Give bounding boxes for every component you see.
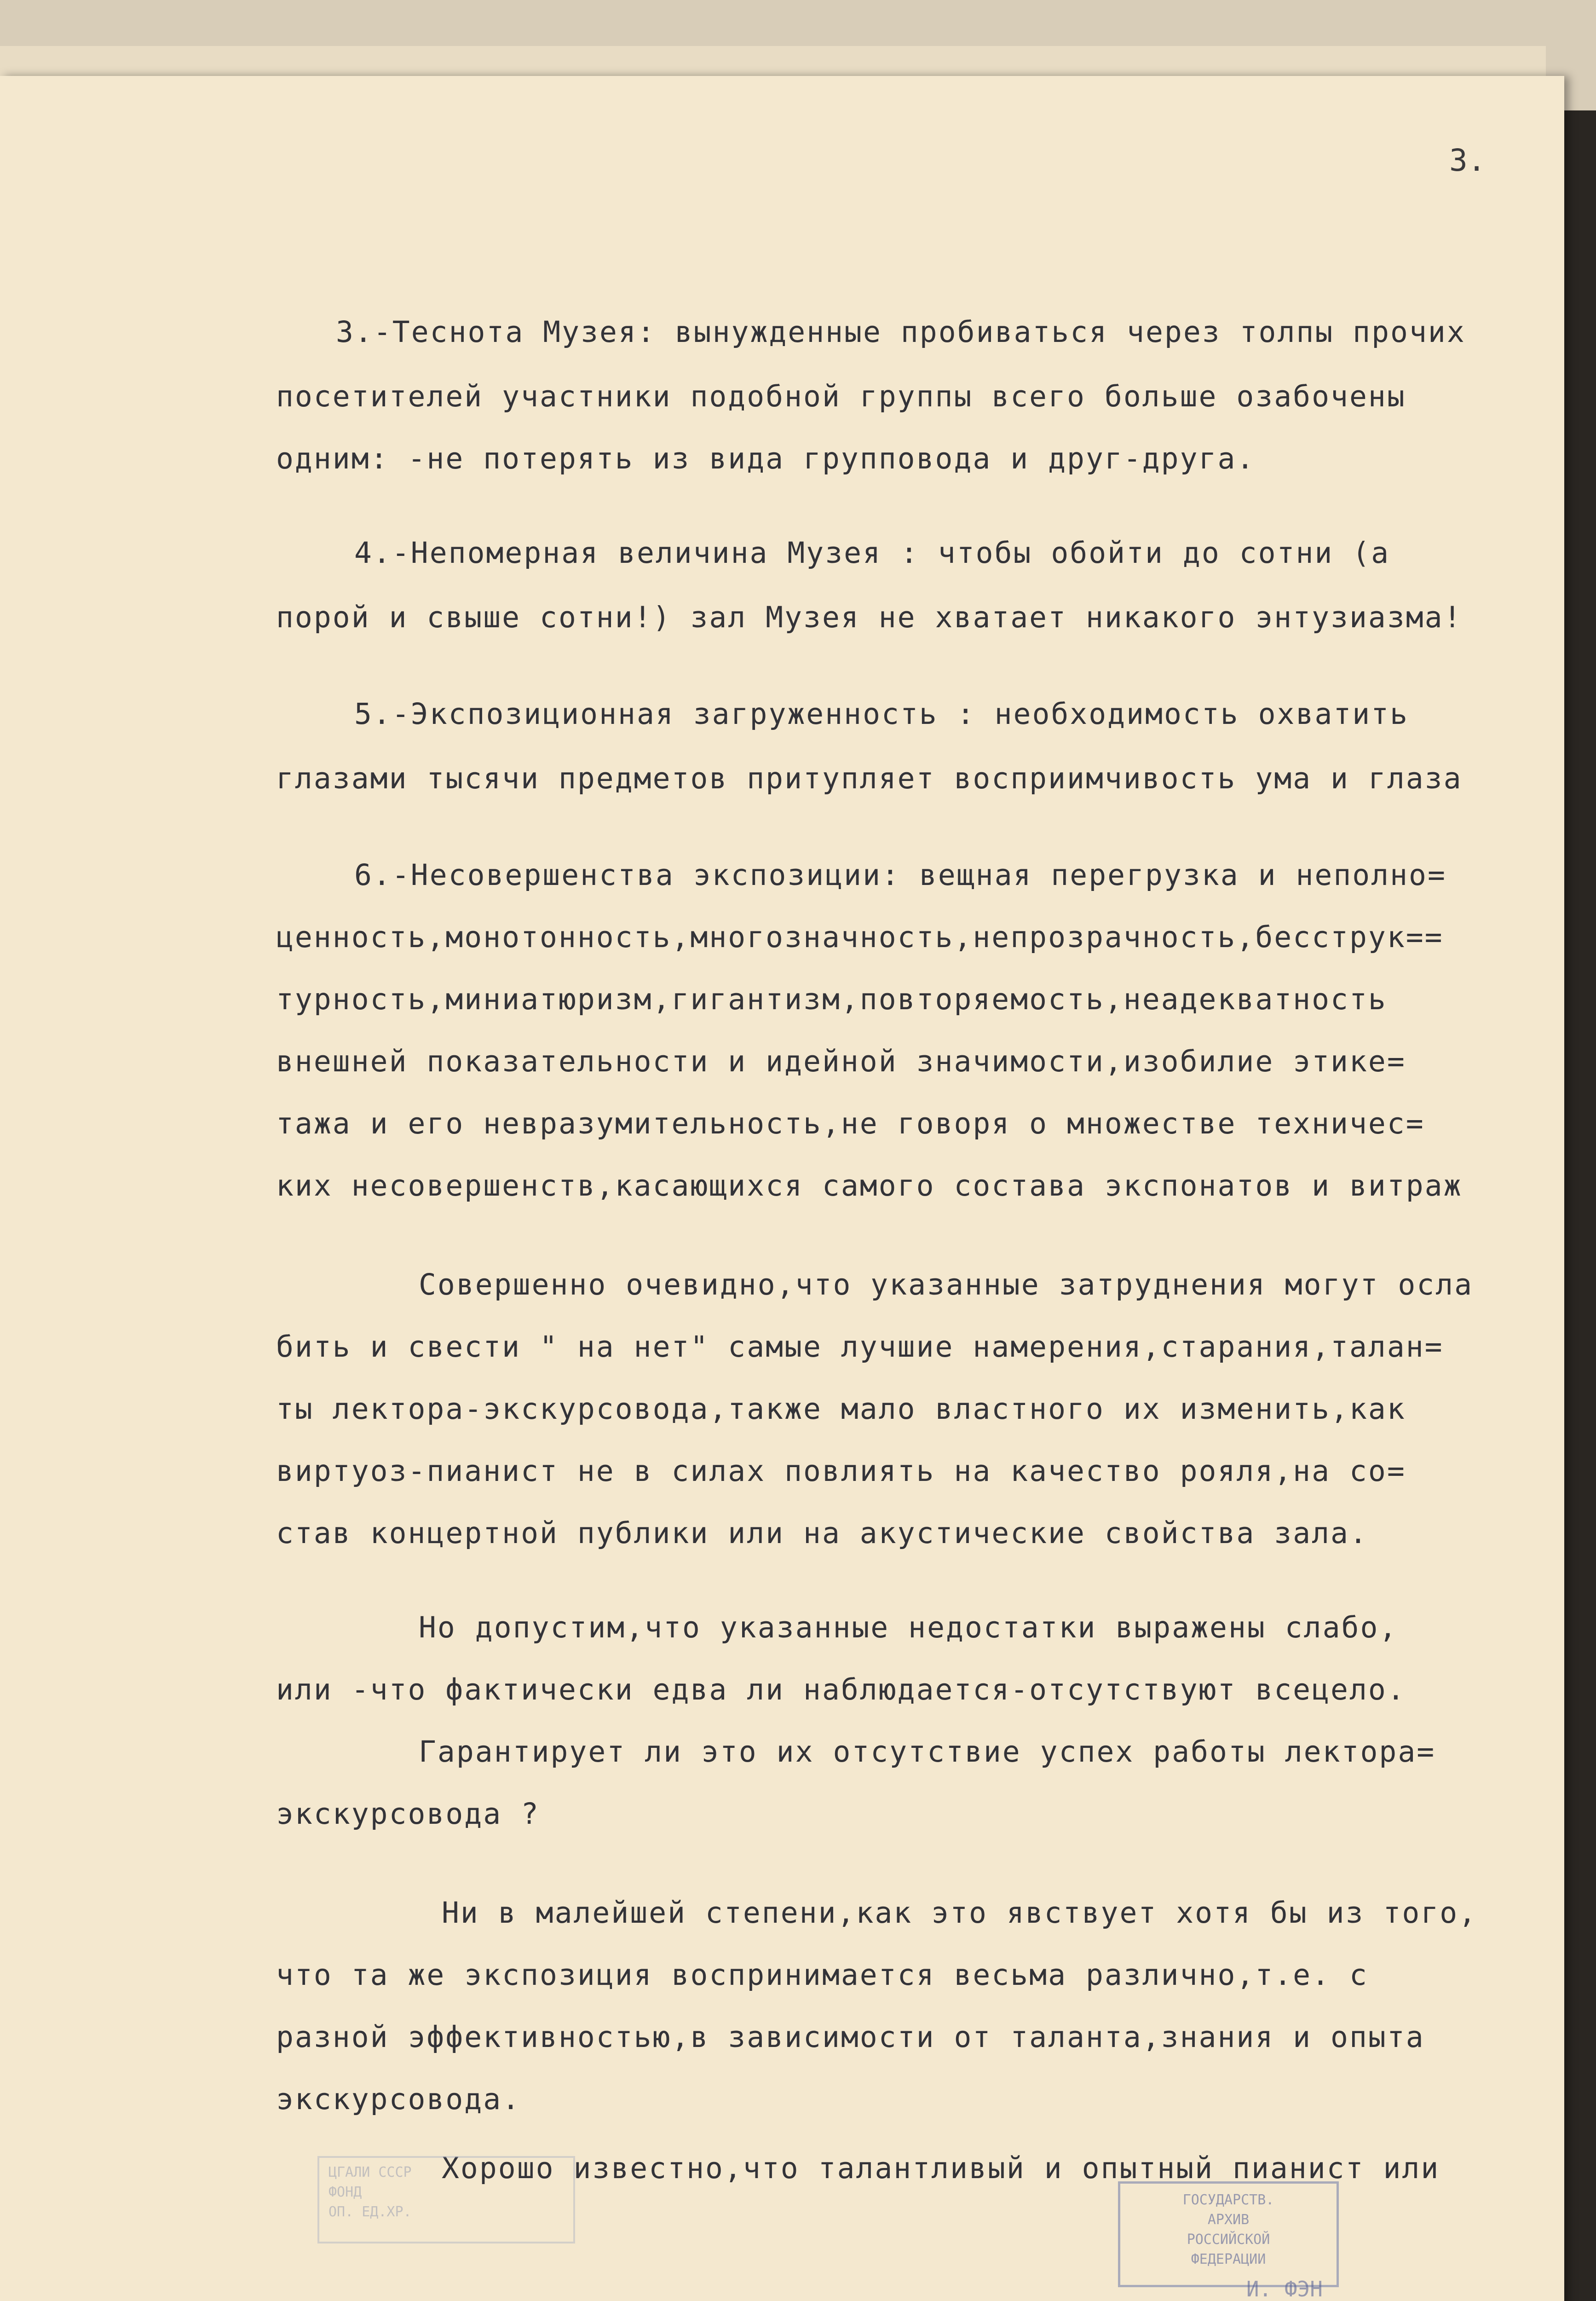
text-line: Хорошо известно,что талантливый и опытный пианист или <box>442 2151 1440 2185</box>
text-line: Но допустим,что указанные недостатки выражены слабо, <box>419 1611 1398 1644</box>
text-line: Совершенно очевидно,что указанные затруднения могут осла <box>419 1268 1474 1301</box>
text-line: разной эффективностью,в зависимости от таланта,знания и опыта <box>276 2020 1425 2054</box>
stamp-text: ОП. ЕД.ХР. <box>328 2204 412 2220</box>
text-line: Ни в малейшей степени,как это явствует хотя бы из того, <box>442 1896 1478 1930</box>
stamp-text: ФОНД <box>328 2184 362 2200</box>
text-line: виртуоз-пианист не в силах повлиять на качество рояля,на со= <box>276 1454 1406 1488</box>
text-line: ценность,монотонность,многозначность,непрозрачность,бесструк== <box>276 920 1444 954</box>
text-line: бить и свести " на нет" самые лучшие намерения,старания,талан= <box>276 1330 1444 1364</box>
stamp-text: РОССИЙСКОЙ <box>1187 2232 1270 2248</box>
text-line: 6.-Несовершенства экспозиции: вещная перегрузка и неполно= <box>354 858 1446 892</box>
text-line: 4.-Непомерная величина Музея : чтобы обойти до сотни (а <box>354 536 1390 570</box>
text-line: или -что фактически едва ли наблюдается-отсутствуют всецело. <box>276 1673 1406 1706</box>
text-line: 3.-Теснота Музея: вынужденные пробиваться через толпы прочих <box>336 315 1466 349</box>
text-line: Гарантирует ли это их отсутствие успех работы лектора= <box>419 1735 1436 1769</box>
text-line: посетителей участники подобной группы всего больше озабочены <box>276 380 1406 413</box>
text-line: что та же экспозиция воспринимается весьма различно,т.е. с <box>276 1958 1368 1992</box>
page-number: 3. <box>1449 143 1486 178</box>
text-line: одним: -не потерять из вида групповода и друг-друга. <box>276 442 1256 475</box>
stamp-text: ФЕДЕРАЦИИ <box>1191 2251 1266 2267</box>
archive-stamp <box>1118 2181 1339 2301</box>
text-line: внешней показательности и идейной значимости,изобилие этике= <box>276 1045 1406 1078</box>
stamp-text: ЦГАЛИ СССР <box>328 2164 412 2180</box>
stamp-text: АРХИВ <box>1207 2212 1250 2228</box>
text-line: турность,миниатюризм,гигантизм,повторяемость,неадекватность <box>276 983 1387 1016</box>
text-line: 5.-Экспозиционная загруженность : необходимость охватить <box>354 697 1409 731</box>
text-line: став концертной публики или на акустические свойства зала. <box>276 1516 1368 1550</box>
text-line: экскурсовода ? <box>276 1797 540 1831</box>
faint-archive-stamp <box>317 2156 575 2243</box>
stamp-text: ГОСУДАРСТВ. <box>1182 2192 1274 2208</box>
stamp-text: И. ФЭН <box>1246 2277 1323 2301</box>
text-line: экскурсовода. <box>276 2082 521 2116</box>
text-line: ких несовершенств,касающихся самого состава экспонатов и витраж <box>276 1169 1463 1203</box>
text-line: ты лектора-экскурсовода,также мало властного их изменить,как <box>276 1392 1406 1426</box>
text-line: порой и свыше сотни!) зал Музея не хватает никакого энтузиазма! <box>276 601 1463 634</box>
text-line: тажа и его невразумительность,не говоря о множестве техничес= <box>276 1107 1425 1140</box>
text-line: глазами тысячи предметов притупляет восприимчивость ума и глаза <box>276 762 1463 795</box>
